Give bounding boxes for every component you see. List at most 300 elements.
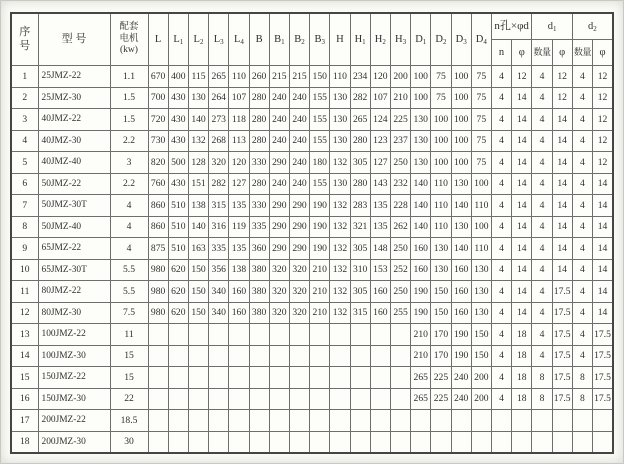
cell-value: [229, 388, 249, 410]
header-dim-D3: $D_3$: [451, 13, 471, 66]
cell-serial: 7: [11, 195, 38, 217]
cell-value: 4: [572, 130, 592, 152]
cell-value: 210: [411, 324, 431, 346]
cell-value: [209, 324, 229, 346]
cell-value: 4: [532, 281, 552, 303]
cell-value: 321: [350, 216, 370, 238]
cell-value: 75: [471, 87, 491, 109]
cell-value: 151: [188, 173, 208, 195]
cell-value: 305: [350, 238, 370, 260]
cell-value: 290: [289, 238, 309, 260]
cell-value: 262: [390, 216, 410, 238]
cell-value: 17.5: [592, 324, 613, 346]
cell-value: 335: [209, 238, 229, 260]
cell-model: 80JMZ-30: [38, 302, 110, 324]
cell-value: 430: [168, 173, 188, 195]
cell-value: [168, 410, 188, 432]
cell-value: [390, 410, 410, 432]
cell-value: 14: [592, 259, 613, 281]
cell-value: 4: [572, 173, 592, 195]
table-row: [11, 130, 613, 152]
header-dim-H: H: [330, 13, 350, 66]
cell-value: [310, 388, 330, 410]
cell-value: 170: [431, 345, 451, 367]
cell-value: 282: [350, 87, 370, 109]
cell-serial: 3: [11, 109, 38, 131]
cell-value: 140: [451, 195, 471, 217]
cell-value: 75: [471, 66, 491, 88]
cell-value: [168, 431, 188, 453]
header-dim-H2: $H_2$: [370, 13, 390, 66]
cell-value: [451, 410, 471, 432]
cell-serial: 17: [11, 410, 38, 432]
cell-value: 100: [431, 152, 451, 174]
cell-value: 160: [229, 302, 249, 324]
cell-value: 4: [532, 109, 552, 131]
cell-value: 305: [350, 281, 370, 303]
cell-value: 670: [148, 66, 168, 88]
cell-value: [330, 388, 350, 410]
cell-value: [209, 410, 229, 432]
cell-model: 40JMZ-30: [38, 130, 110, 152]
cell-value: [390, 431, 410, 453]
cell-value: [188, 388, 208, 410]
cell-model: 150JMZ-22: [38, 367, 110, 389]
cell-value: 160: [411, 259, 431, 281]
cell-value: 12: [592, 66, 613, 88]
cell-value: 860: [148, 216, 168, 238]
cell-value: 75: [431, 87, 451, 109]
cell-value: 4: [491, 130, 511, 152]
cell-value: 110: [471, 238, 491, 260]
cell-value: 130: [330, 87, 350, 109]
cell-value: 140: [411, 173, 431, 195]
cell-value: 2.2: [110, 130, 148, 152]
cell-value: 240: [269, 109, 289, 131]
header-sub-n: n: [491, 40, 511, 66]
cell-value: [330, 324, 350, 346]
cell-value: 150: [431, 302, 451, 324]
cell-value: 264: [209, 87, 229, 109]
cell-value: 160: [451, 281, 471, 303]
cell-value: 18: [512, 367, 532, 389]
cell-value: 280: [249, 109, 269, 131]
cell-serial: 12: [11, 302, 38, 324]
cell-value: 240: [289, 87, 309, 109]
cell-value: 14: [552, 109, 572, 131]
cell-value: [269, 367, 289, 389]
cell-value: 4: [491, 345, 511, 367]
cell-value: 110: [471, 195, 491, 217]
cell-value: 510: [168, 216, 188, 238]
cell-value: 150: [471, 324, 491, 346]
cell-value: 240: [269, 130, 289, 152]
table-row: [11, 87, 613, 109]
cell-value: 100: [431, 109, 451, 131]
table-row: [11, 388, 613, 410]
table-row: [11, 216, 613, 238]
cell-value: [289, 324, 309, 346]
cell-value: 356: [209, 259, 229, 281]
cell-value: [592, 410, 613, 432]
cell-value: 4: [110, 195, 148, 217]
cell-value: 4: [491, 87, 511, 109]
cell-value: 315: [209, 195, 229, 217]
cell-value: [330, 431, 350, 453]
cell-value: [269, 345, 289, 367]
cell-value: [310, 345, 330, 367]
cell-value: 124: [370, 109, 390, 131]
header-group-d2: $d_2$: [572, 13, 613, 40]
cell-value: 107: [229, 87, 249, 109]
table-row: [11, 259, 613, 281]
cell-value: [350, 345, 370, 367]
cell-value: 4: [572, 152, 592, 174]
cell-value: [289, 367, 309, 389]
cell-value: 138: [229, 259, 249, 281]
cell-value: [431, 431, 451, 453]
cell-value: [229, 324, 249, 346]
cell-value: 150: [188, 302, 208, 324]
cell-value: [188, 410, 208, 432]
cell-value: 17.5: [552, 281, 572, 303]
cell-value: [269, 388, 289, 410]
cell-value: [370, 410, 390, 432]
cell-value: 4: [572, 238, 592, 260]
cell-value: 4: [532, 66, 552, 88]
cell-value: 240: [451, 388, 471, 410]
cell-value: [289, 410, 309, 432]
cell-value: 12: [592, 152, 613, 174]
cell-value: 14: [512, 238, 532, 260]
cell-value: 4: [491, 324, 511, 346]
cell-value: 14: [592, 216, 613, 238]
cell-value: 265: [411, 388, 431, 410]
cell-value: 190: [310, 195, 330, 217]
cell-value: 110: [431, 216, 451, 238]
cell-value: 250: [390, 238, 410, 260]
cell-value: 14: [512, 259, 532, 281]
cell-value: [552, 410, 572, 432]
cell-value: 4: [572, 109, 592, 131]
cell-value: 1.5: [110, 109, 148, 131]
cell-value: 430: [168, 130, 188, 152]
cell-value: 135: [229, 238, 249, 260]
cell-value: 8: [572, 367, 592, 389]
cell-value: 190: [451, 345, 471, 367]
cell-value: 130: [411, 130, 431, 152]
cell-serial: 9: [11, 238, 38, 260]
cell-value: 17.5: [552, 388, 572, 410]
cell-value: 155: [310, 109, 330, 131]
cell-value: 153: [370, 259, 390, 281]
cell-value: 15: [110, 367, 148, 389]
header-dim-L3: $L_3$: [209, 13, 229, 66]
cell-model: 40JMZ-40: [38, 152, 110, 174]
cell-value: 4: [572, 324, 592, 346]
cell-value: 620: [168, 302, 188, 324]
cell-value: 11: [110, 324, 148, 346]
header-dim-D2: $D_2$: [431, 13, 451, 66]
header-sub-phi-d2: φ: [592, 40, 613, 66]
header-dim-L: L: [148, 13, 168, 66]
table-row: [11, 367, 613, 389]
cell-value: 75: [471, 109, 491, 131]
cell-value: 273: [209, 109, 229, 131]
cell-value: 18: [512, 324, 532, 346]
cell-serial: 15: [11, 367, 38, 389]
cell-value: [209, 345, 229, 367]
cell-value: 12: [552, 66, 572, 88]
cell-value: 150: [188, 259, 208, 281]
cell-value: 130: [330, 130, 350, 152]
cell-value: 280: [350, 173, 370, 195]
cell-value: 430: [168, 109, 188, 131]
cell-serial: 8: [11, 216, 38, 238]
header-dim-B: B: [249, 13, 269, 66]
cell-value: [330, 345, 350, 367]
header-dim-L4: $L_4$: [229, 13, 249, 66]
cell-value: 110: [330, 66, 350, 88]
cell-value: 290: [269, 238, 289, 260]
cell-value: 1.1: [110, 66, 148, 88]
cell-value: 132: [330, 259, 350, 281]
cell-value: [209, 367, 229, 389]
cell-value: [148, 367, 168, 389]
cell-value: 100: [411, 66, 431, 88]
cell-value: 360: [249, 238, 269, 260]
cell-value: 130: [411, 109, 431, 131]
cell-model: 80JMZ-22: [38, 281, 110, 303]
cell-value: 4: [572, 259, 592, 281]
cell-value: 290: [269, 195, 289, 217]
cell-value: 12: [552, 87, 572, 109]
cell-model: 40JMZ-22: [38, 109, 110, 131]
cell-value: 380: [249, 302, 269, 324]
cell-value: 265: [209, 66, 229, 88]
cell-value: 132: [330, 238, 350, 260]
cell-value: 155: [310, 87, 330, 109]
cell-value: [168, 324, 188, 346]
cell-serial: 18: [11, 431, 38, 453]
header-dim-L1: $L_1$: [168, 13, 188, 66]
cell-value: 8: [572, 388, 592, 410]
cell-value: [330, 410, 350, 432]
cell-value: 135: [370, 216, 390, 238]
cell-value: 340: [209, 281, 229, 303]
cell-value: 14: [512, 130, 532, 152]
cell-value: 17.5: [592, 345, 613, 367]
cell-value: 140: [411, 216, 431, 238]
cell-value: 14: [512, 216, 532, 238]
cell-value: 14: [512, 109, 532, 131]
cell-value: [168, 388, 188, 410]
cell-serial: 1: [11, 66, 38, 88]
cell-value: 17.5: [552, 324, 572, 346]
cell-value: 430: [168, 87, 188, 109]
cell-value: 335: [249, 216, 269, 238]
cell-value: 150: [310, 66, 330, 88]
cell-value: 115: [188, 66, 208, 88]
header-group-n-holes: n孔×φd: [491, 13, 531, 40]
cell-value: 283: [350, 195, 370, 217]
cell-value: 190: [411, 302, 431, 324]
cell-model: 200JMZ-22: [38, 410, 110, 432]
cell-value: 130: [188, 87, 208, 109]
cell-value: 620: [168, 281, 188, 303]
header-dim-H3: $H_3$: [390, 13, 410, 66]
cell-value: [269, 324, 289, 346]
cell-value: 143: [370, 173, 390, 195]
cell-value: 8: [532, 388, 552, 410]
cell-value: 3: [110, 152, 148, 174]
cell-value: [249, 431, 269, 453]
table-row: [11, 195, 613, 217]
cell-serial: 2: [11, 87, 38, 109]
cell-value: 4: [532, 345, 552, 367]
header-sub-phi-n: φ: [512, 40, 532, 66]
table-row: [11, 281, 613, 303]
cell-value: [188, 431, 208, 453]
cell-value: 75: [431, 66, 451, 88]
cell-value: 720: [148, 109, 168, 131]
cell-value: 14: [512, 152, 532, 174]
cell-value: [249, 324, 269, 346]
cell-value: 130: [471, 302, 491, 324]
cell-value: 210: [411, 345, 431, 367]
cell-value: [330, 367, 350, 389]
table-row: [11, 302, 613, 324]
cell-model: 65JMZ-30T: [38, 259, 110, 281]
cell-value: 4: [491, 238, 511, 260]
cell-value: 500: [168, 152, 188, 174]
cell-value: 120: [229, 152, 249, 174]
cell-value: 240: [289, 173, 309, 195]
cell-value: 510: [168, 195, 188, 217]
cell-value: 980: [148, 259, 168, 281]
cell-value: 130: [330, 109, 350, 131]
cell-value: 380: [249, 281, 269, 303]
cell-value: [592, 431, 613, 453]
cell-value: 4: [491, 109, 511, 131]
cell-value: 215: [269, 66, 289, 88]
cell-value: 110: [431, 173, 451, 195]
cell-value: 4: [532, 173, 552, 195]
cell-value: 225: [431, 367, 451, 389]
cell-value: 282: [209, 173, 229, 195]
cell-value: 290: [269, 216, 289, 238]
cell-value: 240: [269, 87, 289, 109]
cell-value: [229, 431, 249, 453]
cell-value: 200: [390, 66, 410, 88]
cell-value: 17.5: [552, 345, 572, 367]
cell-value: [532, 410, 552, 432]
cell-value: 252: [390, 259, 410, 281]
cell-value: [370, 388, 390, 410]
cell-value: 17.5: [592, 367, 613, 389]
cell-value: 75: [471, 130, 491, 152]
cell-model: 150JMZ-30: [38, 388, 110, 410]
cell-value: 17.5: [552, 302, 572, 324]
cell-value: 130: [431, 259, 451, 281]
cell-value: [269, 431, 289, 453]
cell-value: 875: [148, 238, 168, 260]
cell-value: 240: [289, 109, 309, 131]
cell-value: 135: [229, 195, 249, 217]
cell-value: 225: [431, 388, 451, 410]
cell-value: [471, 410, 491, 432]
cell-value: 14: [512, 173, 532, 195]
cell-value: 22: [110, 388, 148, 410]
cell-value: 107: [370, 87, 390, 109]
cell-serial: 11: [11, 281, 38, 303]
cell-value: 132: [330, 302, 350, 324]
cell-value: 200: [471, 388, 491, 410]
cell-value: 310: [350, 259, 370, 281]
cell-value: 14: [592, 281, 613, 303]
cell-value: 100: [471, 173, 491, 195]
cell-value: 210: [390, 87, 410, 109]
cell-value: 14: [512, 302, 532, 324]
cell-value: 110: [431, 195, 451, 217]
cell-value: [350, 367, 370, 389]
cell-value: 210: [310, 302, 330, 324]
header-dim-L2: $L_2$: [188, 13, 208, 66]
cell-value: [188, 367, 208, 389]
cell-value: [310, 324, 330, 346]
cell-value: 123: [370, 130, 390, 152]
cell-value: 14: [512, 87, 532, 109]
cell-model: 50JMZ-22: [38, 173, 110, 195]
cell-value: [431, 410, 451, 432]
cell-value: [148, 410, 168, 432]
cell-value: [188, 345, 208, 367]
cell-value: 140: [188, 216, 208, 238]
cell-value: [552, 431, 572, 453]
cell-value: 380: [249, 259, 269, 281]
header-sub-qty-d1: 数量: [532, 40, 552, 66]
cell-value: 140: [188, 109, 208, 131]
cell-value: 132: [330, 281, 350, 303]
cell-model: 50JMZ-30T: [38, 195, 110, 217]
cell-value: 4: [491, 259, 511, 281]
cell-value: 4: [491, 66, 511, 88]
cell-value: 130: [431, 238, 451, 260]
cell-value: 160: [370, 302, 390, 324]
cell-value: 100: [451, 66, 471, 88]
cell-value: [229, 345, 249, 367]
cell-serial: 13: [11, 324, 38, 346]
cell-value: 320: [289, 302, 309, 324]
cell-value: [390, 367, 410, 389]
cell-value: 4: [491, 302, 511, 324]
cell-value: 340: [209, 302, 229, 324]
cell-value: [350, 431, 370, 453]
cell-value: 320: [289, 259, 309, 281]
cell-value: 110: [229, 66, 249, 88]
cell-value: 14: [512, 195, 532, 217]
cell-value: 4: [110, 238, 148, 260]
cell-value: 132: [330, 195, 350, 217]
cell-value: 280: [249, 87, 269, 109]
cell-value: 150: [431, 281, 451, 303]
cell-value: [249, 367, 269, 389]
cell-serial: 14: [11, 345, 38, 367]
cell-value: 18.5: [110, 410, 148, 432]
cell-value: 4: [532, 216, 552, 238]
cell-value: 14: [592, 302, 613, 324]
cell-model: 100JMZ-22: [38, 324, 110, 346]
